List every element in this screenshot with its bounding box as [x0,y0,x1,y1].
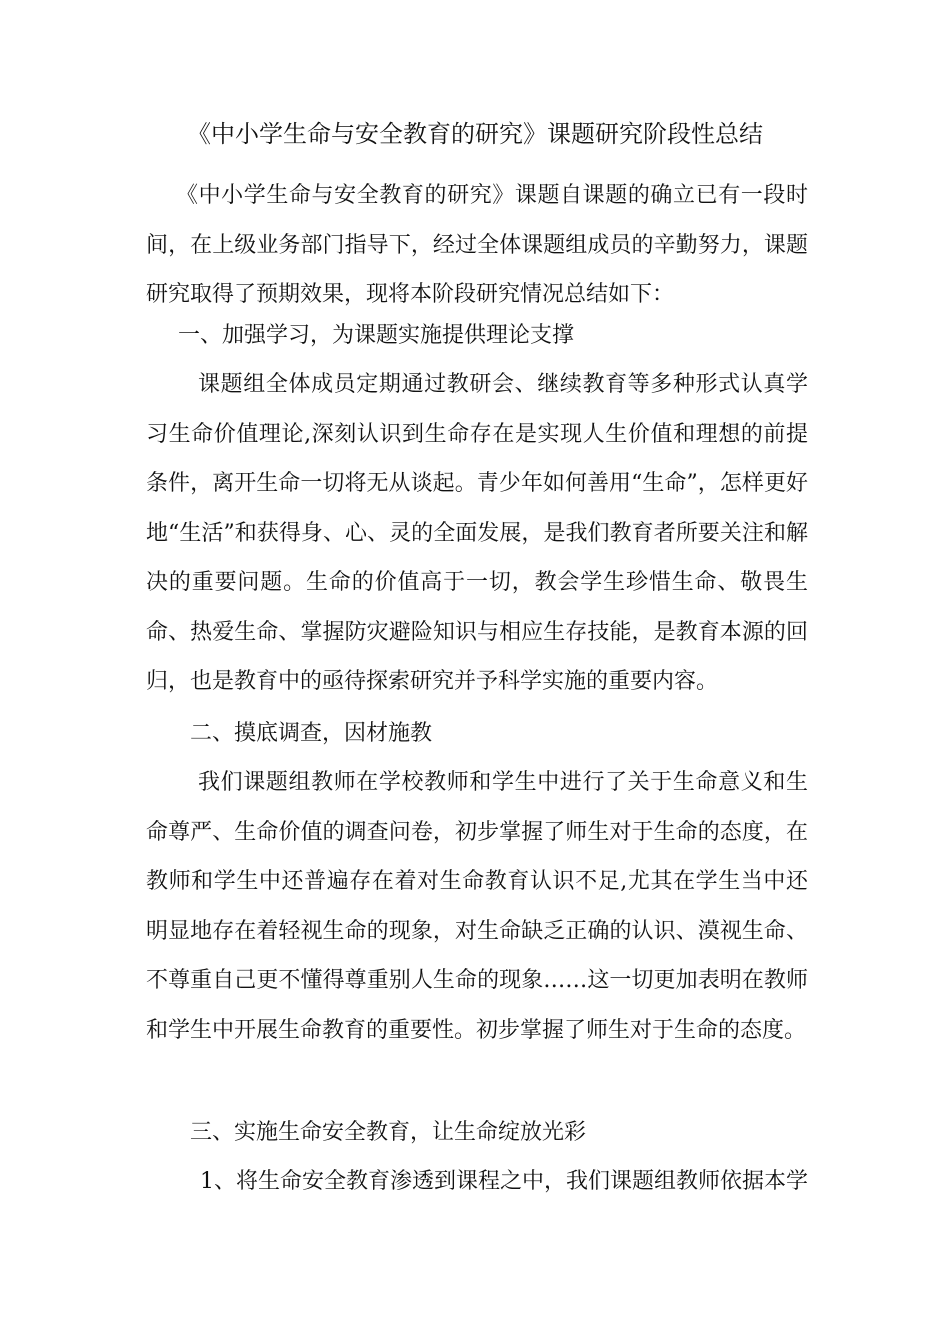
section-2-paragraph: 我们课题组教师在学校教师和学生中进行了关于生命意义和生命尊严、生命价值的调查问卷，初步掌握了师生对于生命的态度，在教师和学生中还普遍存在着对生命教育认识不足,尤其在学生当中还明显地存在着轻视生命的现象，对生命缺乏正确的认识、漠视生命、不尊重自己更不懂得尊重别人生命的现象……这一切更加表明在教师和学生中开展生命教育的重要性。初步掌握了师生对于生命的态度。 [146,770,808,1043]
intro-paragraph: 《中小学生命与安全教育的研究》课题自课题的确立已有一段时间，在上级业务部门指导下，经过全体课题组成员的辛勤努力，课题研究取得了预期效果，现将本阶段研究情况总结如下： [146,183,808,307]
section-3-item-1: 1、将生命安全教育渗透到课程之中，我们课题组教师依据本学 [200,1169,808,1194]
document-title: 《中小学生命与安全教育的研究》课题研究阶段性总结 [187,120,763,148]
section-1-heading: 一、加强学习，为课题实施提供理论支撑 [178,323,575,348]
section-2-heading: 二、摸底调查，因材施教 [190,721,433,746]
section-1-paragraph: 课题组全体成员定期通过教研会、继续教育等多种形式认真学习生命价值理论,深刻认识到生命存在是实现人生价值和理想的前提条件，离开生命一切将无从谈起。青少年如何善用“生命”，怎样更好地“生活”和获得身、心、灵的全面发展，是我们教育者所要关注和解决的重要问题。生命的价值高于一切，教会学生珍惜生命、敬畏生命、热爱生命、掌握防灾避险知识与相应生存技能，是教育本源的回归，也是教育中的亟待探索研究并予科学实施的重要内容。 [146,372,808,694]
section-3-heading: 三、实施生命安全教育，让生命绽放光彩 [190,1120,587,1145]
